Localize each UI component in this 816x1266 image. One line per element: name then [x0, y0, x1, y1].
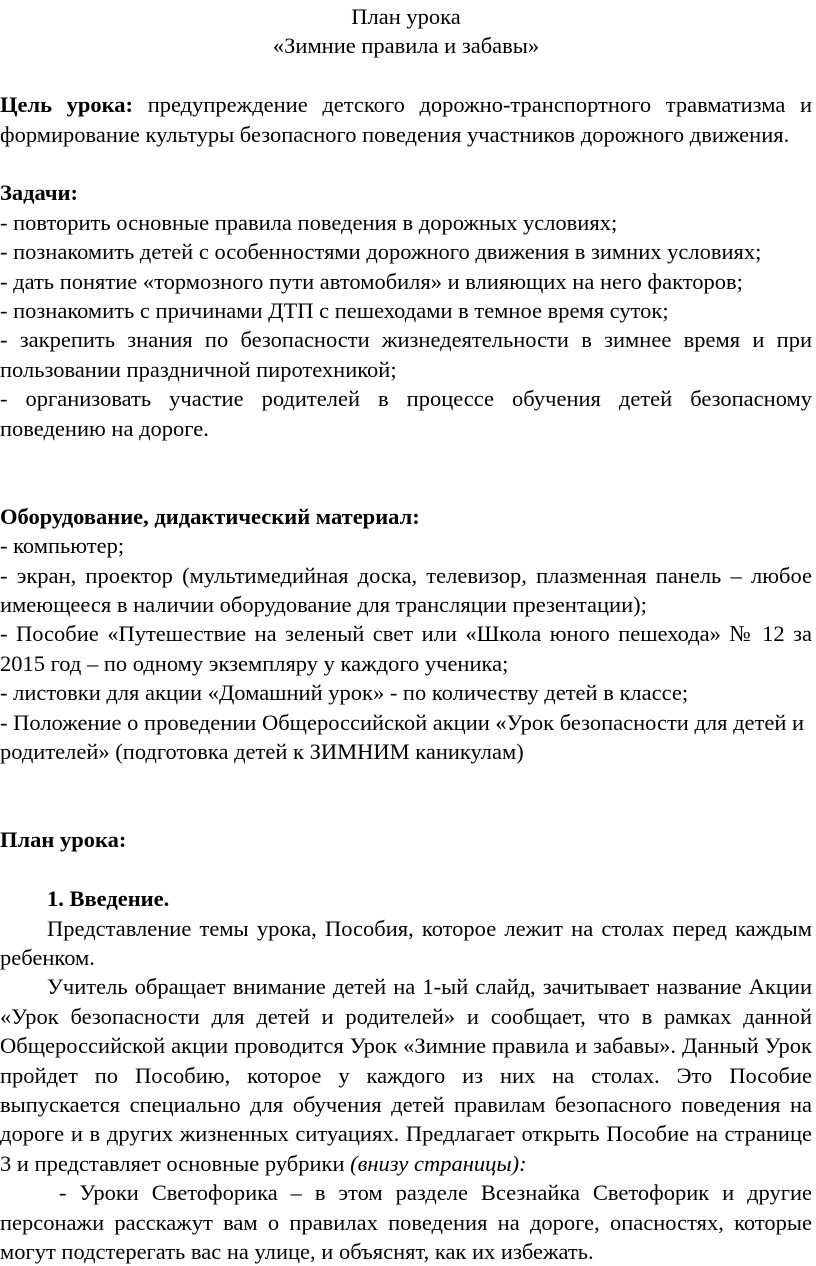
title-line-1: План урока: [351, 4, 461, 29]
goal-text: предупреждение детского дорожно-транспортного травматизма и формирование культуры безопасного поведения участников дорожного движения.: [0, 92, 813, 147]
task-item: - повторить основные правила поведения в дорожных условиях;: [0, 209, 618, 235]
goal-label: Цель урока:: [0, 92, 134, 118]
equipment-item: - Пособие «Путешествие на зеленый свет или «Школа юного пешехода» № 12 за 2015 год – по одному экземпляру у каждого ученика;: [0, 621, 812, 676]
intro-paragraph-2-text: Учитель обращает внимание детей на 1-ый слайд, зачитывает название Акции «Урок безопасности для детей и родителей» и сообщает, что в рамках данной Общероссийской акции проводится Урок «Зимние правила и забавы». Данный Урок пройдет по Пособию, которое у каждого из них на столах. Это Пособие выпускается специально для обучения детей правилам безопасного поведения на дороге и в других жизненных ситуациях. Предлагает открыть Пособие на странице 3 и представляет основные рубрики: [0, 974, 812, 1176]
intro-paragraph-2-italic: (внизу страницы):: [350, 1150, 527, 1176]
task-item: - познакомить с причинами ДТП с пешеходами в темное время суток;: [0, 298, 669, 324]
section-title-introduction: 1. Введение.: [47, 886, 170, 912]
goal-paragraph: [0, 90, 812, 149]
document-body: [0, 2, 812, 1266]
equipment-item: - листовки для акции «Домашний урок» - по количеству детей в классе;: [0, 680, 689, 706]
spacer: [0, 61, 812, 90]
equipment-heading: Оборудование, дидактический материал:: [0, 503, 420, 529]
task-item: - познакомить детей с особенностями дорожного движения в зимних условиях;: [0, 239, 762, 265]
spacer: [0, 443, 812, 502]
task-item: - закрепить знания по безопасности жизнедеятельности в зимнее время и при пользовании праздничной пиротехникой;: [0, 327, 812, 382]
spacer: [0, 767, 812, 826]
title-line-2: «Зимние правила и забавы»: [272, 33, 540, 59]
equipment-item: - компьютер;: [0, 533, 125, 559]
tasks-heading: Задачи:: [0, 180, 79, 206]
spacer: [0, 149, 812, 178]
intro-paragraph-3: - Уроки Светофорика – в этом разделе Всезнайка Светофорик и другие персонажи расскажут вам о правилах поведения на дороге, опасностях, которые могут подстерегать вас на улице, и объяснят, как их избежать.: [0, 1180, 812, 1264]
equipment-item: - экран, проектор (мультимедийная доска, телевизор, плазменная панель – любое имеющееся в наличии оборудование для трансляции презентации);: [0, 562, 812, 618]
equipment-item: - Положение о проведении Общероссийской акции «Урок безопасности для детей и родителей» (подготовка детей к ЗИМНИМ каникулам): [0, 709, 805, 765]
spacer: [0, 855, 812, 884]
task-item: - дать понятие «тормозного пути автомобиля» и влияющих на него факторов;: [0, 268, 743, 294]
task-item: - организовать участие родителей в процессе обучения детей безопасному поведению на дороге.: [0, 386, 812, 441]
intro-paragraph-2: [0, 972, 812, 1178]
plan-heading: План урока:: [0, 827, 127, 853]
intro-paragraph-1: Представление темы урока, Пособия, которое лежит на столах перед каждым ребенком.: [0, 915, 812, 970]
